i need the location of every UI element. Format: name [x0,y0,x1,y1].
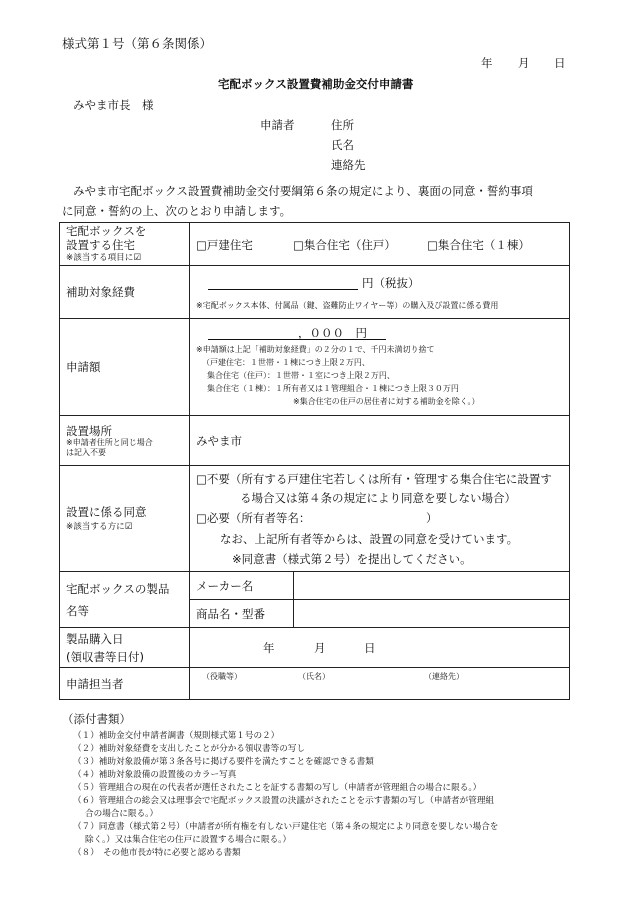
contact-number-label: （連絡先） [424,672,464,681]
attachment-item-8: （８） その他市長が特に必要と認める書類 [73,848,241,858]
consent-not-required-reason: る場合又は第４条の規定により同意を要しない場合） [240,491,516,505]
requested-amount-label-cell [60,319,190,416]
housing-type-label-line2: 設置する住宅 [66,238,135,252]
contact-person-label: 申請担当者 [66,676,124,691]
product-maker-row [60,572,570,600]
product-label-line1: 宅配ボックスの製品 [66,581,170,596]
requested-amount-note-3: 集合住宅（住戸）：１世帯・１室につき上限２万円、 [207,371,395,380]
attachment-item-5: （５）管理組合の現在の代表者が選任されたことを証する書類の写し（申請者が管理組合の場合に限る。） [73,783,482,793]
consent-note-obtained: なお、上記所有者等からは、設置の同意を受けています。 [220,532,519,546]
installation-location-note-2: は記入不要 [66,447,106,457]
attachment-item-6: （６）管理組合の総会又は理事会で宅配ボックス設置の決議がされたことを示す書類の写し（申請者が管理組 [73,796,495,806]
contact-person-value-cell[interactable] [190,668,570,700]
intro-text-line2: に同意・誓約の上、次のとおり申請します。 [62,204,292,218]
attachment-item-2: （２）補助対象経費を支出したことが分かる領収書等の写し [73,744,306,754]
consent-label: 設置に係る同意 [66,504,147,519]
model-label: 商品名・型番 [196,607,265,621]
attachment-item-7: （７）同意書（様式第２号）（申請者が所有権を有しない戸建住宅（第４条の規定により同意を要しない場合を [73,822,499,832]
purchase-date-value-cell[interactable] [190,628,570,668]
date-day-label: 日 [554,56,566,70]
intro-text-line1: みやま市宅配ボックス設置費補助金交付要綱第６条の規定により、裏面の同意・誓約事項 [73,184,533,198]
consent-note: ※該当する方に☑ [66,521,133,532]
contact-name-label: （氏名） [298,672,330,681]
eligible-cost-label-cell [60,266,190,319]
installation-location-row [60,416,570,466]
applicant-address-label: 住所 [331,118,354,132]
consent-required-option[interactable]: □必要（所有者等名： [196,511,311,525]
requested-amount-note-2: （戸建住宅：１世帯・１棟につき上限２万円、 [202,358,370,367]
requested-amount-note-4: 集合住宅（１棟）：１所有者又は１管理組合・１棟につき上限３０万円 [207,384,459,393]
purchase-year-label: 年 [263,641,275,655]
maker-input[interactable] [294,572,569,599]
consent-label-cell [60,466,190,572]
eligible-cost-row [60,266,570,319]
attachment-item-1: （１）補助金交付申請者調書（規則様式第１号の２） [73,731,280,741]
eligible-cost-label: 補助対象経費 [66,285,135,299]
installation-location-value-cell[interactable] [190,416,570,466]
housing-type-label-cell [60,223,190,266]
attachments-heading: （添付書類） [62,712,131,726]
option-apartment-unit[interactable]: □集合住宅（住戸） [293,238,396,252]
requested-amount-row [60,319,570,416]
requested-amount-note-5: ※集合住宅の住戸の居住者に対する補助金を除く。） [293,397,480,406]
maker-label: メーカー名 [196,579,254,593]
housing-type-label-line1: 宅配ボックスを [66,224,147,238]
application-form-table [59,222,570,700]
requested-amount-value-cell[interactable] [190,319,570,416]
applicant-contact-label: 連絡先 [331,158,366,172]
purchase-day-label: 日 [364,641,376,655]
housing-type-row [60,223,570,266]
document-title: 宅配ボックス設置費補助金交付申請書 [218,77,414,91]
eligible-cost-suffix: 円（税抜） [362,276,420,290]
consent-options-cell [190,466,570,572]
consent-required-close: ） [426,511,438,525]
model-input[interactable] [294,600,569,627]
form-number: 様式第１号（第６条関係） [62,36,213,51]
purchase-date-label-line2: (領収書等日付) [66,649,144,664]
housing-type-options-cell [190,223,570,266]
consent-not-required-option[interactable]: □不要（所有する戸建住宅若しくは所有・管理する集合住宅に設置す [196,472,552,486]
applicant-label: 申請者 [260,118,295,132]
option-apartment-building[interactable]: □集合住宅（１棟） [427,238,530,252]
eligible-cost-underline [208,289,358,290]
attachment-item-3: （３）補助対象設備が第３条各号に掲げる要件を満たすことを確認できる書類 [73,757,374,767]
contact-person-row [60,668,570,700]
product-label-cell [60,572,190,628]
consent-row [60,466,570,572]
requested-amount-label: 申請額 [66,360,101,374]
option-detached-house[interactable]: □戸建住宅 [196,238,253,252]
requested-amount-note-1: ※申請額は上記「補助対象経費」の２分の１で、千円未満切り捨て [196,345,435,354]
requested-amount-value: ，０００ 円 [298,326,367,340]
attachment-item-7-cont: 除く。）又は集合住宅の住戸に設置する場合に限る。） [85,835,292,845]
installation-location-value: みやま市 [196,434,242,448]
addressee: みやま市長 様 [73,98,154,112]
product-label-line2: 名等 [66,603,89,618]
applicant-name-label: 氏名 [331,138,354,152]
date-year-label: 年 [481,56,493,70]
date-month-label: 月 [518,56,530,70]
product-model-cell [190,600,570,628]
purchase-month-label: 月 [314,641,326,655]
eligible-cost-value-cell[interactable] [190,266,570,319]
purchase-date-row [60,628,570,668]
product-maker-cell [190,572,570,600]
installation-location-note-1: ※申請者住所と同じ場合 [66,437,153,447]
housing-type-note: ※該当する項目に☑ [66,253,142,263]
purchase-date-label-line1: 製品購入日 [66,631,124,646]
contact-person-label-cell [60,668,190,700]
consent-note-submit: ※同意書（様式第２号）を提出してください。 [232,552,472,566]
purchase-date-label-cell [60,628,190,668]
contact-position-label: （役職等） [202,672,242,681]
eligible-cost-note: ※宅配ボックス本体、付属品（鍵、盗難防止ワイヤー等）の購入及び設置に係る費用 [196,301,499,310]
attachment-item-4: （４）補助対象設備の設置後のカラー写真 [73,770,237,780]
installation-location-label: 設置場所 [66,423,112,438]
attachment-item-6-cont: 合の場合に限る。） [85,809,159,819]
installation-location-label-cell [60,416,190,466]
